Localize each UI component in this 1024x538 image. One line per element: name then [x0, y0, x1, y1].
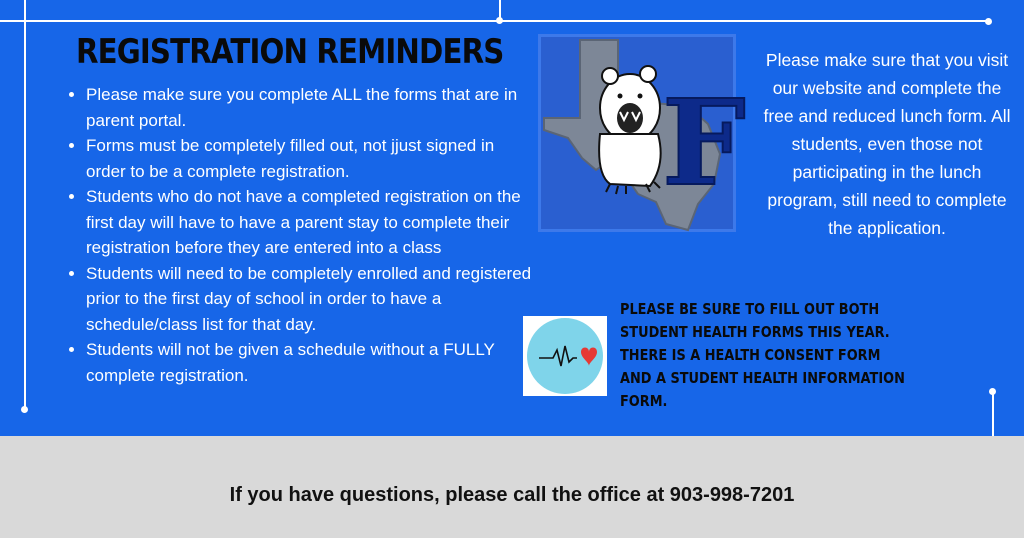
frame-dot — [496, 17, 503, 24]
bear-texas-f-logo-icon — [538, 34, 746, 232]
svg-text:F: F — [662, 73, 746, 212]
health-forms-note: PLEASE BE SURE TO FILL OUT BOTH STUDENT HEALTH FORMS THIS YEAR. THERE IS A HEALTH CONSENT FORM AND A STUDENT HEALTH INFORMATION FORM. — [620, 300, 905, 410]
list-item: • Students will not be given a schedule without a FULLY complete registration. — [86, 337, 536, 388]
list-item: • Please make sure you complete ALL the forms that are in parent portal. — [86, 82, 536, 133]
footer — [0, 436, 1024, 538]
list-item: • Forms must be completely filled out, not jjust signed in order to be a complete registration. — [86, 133, 536, 184]
contact-info: If you have questions, please call the office at 903-998-7201 — [229, 484, 795, 506]
list-item: • Students who do not have a completed registration on the first day will have to have a parent stay to complete their registration before they are entered into a class — [86, 184, 536, 261]
frame-dot — [989, 388, 996, 395]
frame-line-top — [0, 20, 990, 22]
health-icon-frame — [523, 316, 607, 396]
lunch-form-note: Please make sure that you visit our website and complete the free and reduced lunch form. All students, even those not participating in the lunch program, still need to complete the application. — [763, 50, 1011, 238]
page-title: REGISTRATION REMINDERS — [76, 32, 504, 72]
school-logo — [538, 34, 746, 232]
list-item: • Students will need to be completely enrolled and registered prior to the first day of school in order to have a schedule/class list for that day. — [86, 261, 536, 338]
heartbeat-icon — [523, 316, 607, 396]
frame-dot — [21, 406, 28, 413]
frame-line-left — [24, 0, 26, 410]
reminder-list — [64, 82, 536, 388]
frame-dot — [985, 18, 992, 25]
